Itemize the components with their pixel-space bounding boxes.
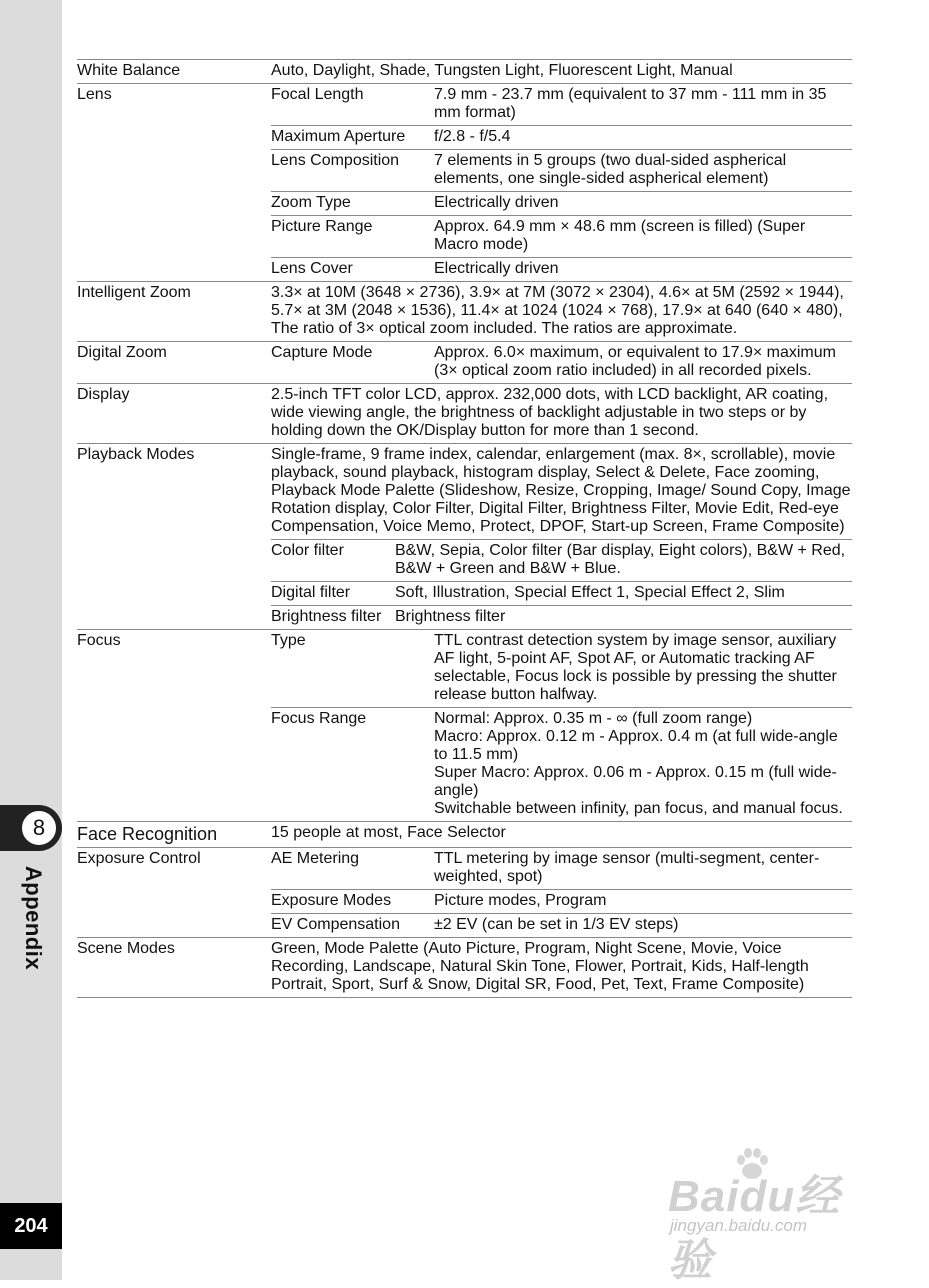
spec-sublabel: Zoom Type <box>271 194 351 211</box>
spec-subrow <box>271 848 852 889</box>
spec-subvalue: Approx. 6.0× maximum, or equivalent to 17.9× maximum (3× optical zoom ratio included) in all recorded pixels. <box>434 344 836 379</box>
spec-row-focus <box>77 629 852 821</box>
watermark-logo-text: Baidu经验 <box>668 1172 841 1285</box>
spec-label: Face Recognition <box>77 824 218 844</box>
page-number: 204 <box>0 1203 62 1249</box>
spec-sublabel: Type <box>271 632 306 649</box>
spec-value: 3.3× at 10M (3648 × 2736), 3.9× at 7M (3072 × 2304), 4.6× at 5M (2592 × 1944), 5.7× at 3M (2048 × 1536), 11.4× at 1024 (1024 × 768), 17.9× at 640 (640 × 480), The ratio of 3× optical zoom included. The ratios are approximate. <box>271 284 844 337</box>
spec-subrow <box>271 257 852 281</box>
spec-row-scene-modes <box>77 937 852 998</box>
focus-range-line: Normal: Approx. 0.35 m - ∞ (full zoom range) <box>434 710 753 727</box>
spec-subvalue: Picture modes, Program <box>434 892 607 909</box>
spec-row-lens <box>77 83 852 281</box>
spec-subvalue: Electrically driven <box>434 194 559 211</box>
spec-value: 15 people at most, Face Selector <box>271 824 506 841</box>
spec-subvalue: f/2.8 - f/5.4 <box>434 128 511 145</box>
spec-value: Auto, Daylight, Shade, Tungsten Light, Fluorescent Light, Manual <box>271 62 733 79</box>
spec-sublabel: Digital filter <box>271 584 351 601</box>
focus-range-line: Macro: Approx. 0.12 m - Approx. 0.4 m (at full wide-angle to 11.5 mm) <box>434 728 838 763</box>
spec-subrow <box>271 913 852 937</box>
spec-row-exposure-control <box>77 847 852 937</box>
spec-sublabel: Focal Length <box>271 86 364 103</box>
spec-sublabel: AE Metering <box>271 850 360 867</box>
spec-subrow <box>271 191 852 215</box>
spec-label: Digital Zoom <box>77 344 167 361</box>
spec-row-face-recognition <box>77 821 852 847</box>
spec-sublabel: Capture Mode <box>271 344 373 361</box>
spec-subrow <box>271 149 852 191</box>
spec-row-playback-modes <box>77 443 852 629</box>
spec-subrow <box>271 581 852 605</box>
spec-label: Intelligent Zoom <box>77 284 191 301</box>
spec-subvalue: Soft, Illustration, Special Effect 1, Special Effect 2, Slim <box>395 584 785 601</box>
spec-label: Playback Modes <box>77 446 195 463</box>
spec-label: Lens <box>77 86 112 103</box>
watermark-url: jingyan.baidu.com <box>670 1216 808 1235</box>
spec-subvalue: Brightness filter <box>395 608 506 625</box>
spec-sublabel: Focus Range <box>271 710 367 727</box>
spec-label: Focus <box>77 632 121 649</box>
spec-subrow <box>271 889 852 913</box>
spec-row-display <box>77 383 852 443</box>
spec-subrow <box>271 342 852 383</box>
spec-sublabel: Maximum Aperture <box>271 128 406 145</box>
spec-sublabel: Color filter <box>271 542 344 559</box>
spec-label: Display <box>77 386 130 403</box>
spec-value: 2.5-inch TFT color LCD, approx. 232,000 dots, with LCD backlight, AR coating, wide viewing angle, the brightness of backlight adjustable in two steps or by holding down the OK/Display button for more than 1 second. <box>271 386 829 439</box>
spec-subrow <box>271 215 852 257</box>
spec-sublabel: Brightness filter <box>271 608 382 625</box>
spec-subvalue: 7.9 mm - 23.7 mm (equivalent to 37 mm - 111 mm in 35 mm format) <box>434 86 827 121</box>
spec-subvalue: 7 elements in 5 groups (two dual-sided aspherical elements, one single-sided aspherical element) <box>434 152 787 187</box>
spec-label: Exposure Control <box>77 850 201 867</box>
focus-range-line: Switchable between infinity, pan focus, and manual focus. <box>434 800 843 817</box>
spec-subvalue: Electrically driven <box>434 260 559 277</box>
spec-subvalue <box>434 708 852 821</box>
spec-subvalue: Approx. 64.9 mm × 48.6 mm (screen is filled) (Super Macro mode) <box>434 218 806 253</box>
spec-subrow <box>271 605 852 629</box>
spec-subrow <box>271 630 852 707</box>
spec-subrow <box>271 125 852 149</box>
focus-range-line: Super Macro: Approx. 0.06 m - Approx. 0.15 m (full wide-angle) <box>434 764 837 799</box>
spec-value: Green, Mode Palette (Auto Picture, Program, Night Scene, Movie, Voice Recording, Landscape, Natural Skin Tone, Flower, Portrait, Kids, Half-length Portrait, Sport, Surf & Snow, Digital SR, Food, Pet, Text, Frame Composite) <box>271 940 809 993</box>
spec-table <box>77 59 852 998</box>
spec-sublabel: Lens Cover <box>271 260 353 277</box>
spec-label: Scene Modes <box>77 940 175 957</box>
spec-subvalue: ±2 EV (can be set in 1/3 EV steps) <box>434 916 679 933</box>
spec-subrow <box>271 707 852 821</box>
watermark <box>660 1140 880 1285</box>
chapter-title-text: Appendix <box>21 865 46 970</box>
spec-sublabel: Picture Range <box>271 218 373 235</box>
chapter-title <box>10 860 56 975</box>
spec-subvalue: TTL metering by image sensor (multi-segment, center-weighted, spot) <box>434 850 820 885</box>
spec-subrow <box>271 539 852 581</box>
spec-sublabel: Lens Composition <box>271 152 400 169</box>
chapter-number: 8 <box>20 809 58 847</box>
spec-subvalue: TTL contrast detection system by image sensor, auxiliary AF light, 5-point AF, Spot AF, or Automatic tracking AF selectable, Focus lock is possible by pressing the shutter release button halfway. <box>434 632 837 703</box>
spec-sublabel: Exposure Modes <box>271 892 392 909</box>
spec-row-digital-zoom <box>77 341 852 383</box>
spec-sublabel: EV Compensation <box>271 916 400 933</box>
spec-value: Single-frame, 9 frame index, calendar, enlargement (max. 8×, scrollable), movie playback, sound playback, histogram display, Select & Delete, Face zooming, Playback Mode Palette (Slideshow, Resize, Cropping, Image/ Sound Copy, Image Rotation display, Color Filter, Digital Filter, Brightness Filter, Movie Edit, Red-eye Compensation, Voice Memo, Protect, DPOF, Start-up Screen, Frame Composite) <box>271 446 851 535</box>
spec-subvalue: B&W, Sepia, Color filter (Bar display, Eight colors), B&W + Red, B&W + Green and B&W + Blue. <box>395 542 846 577</box>
spec-label: White Balance <box>77 62 181 79</box>
spec-subrow <box>271 84 852 125</box>
spec-row-white-balance <box>77 59 852 83</box>
sidebar <box>0 0 62 1280</box>
spec-row-intelligent-zoom <box>77 281 852 341</box>
